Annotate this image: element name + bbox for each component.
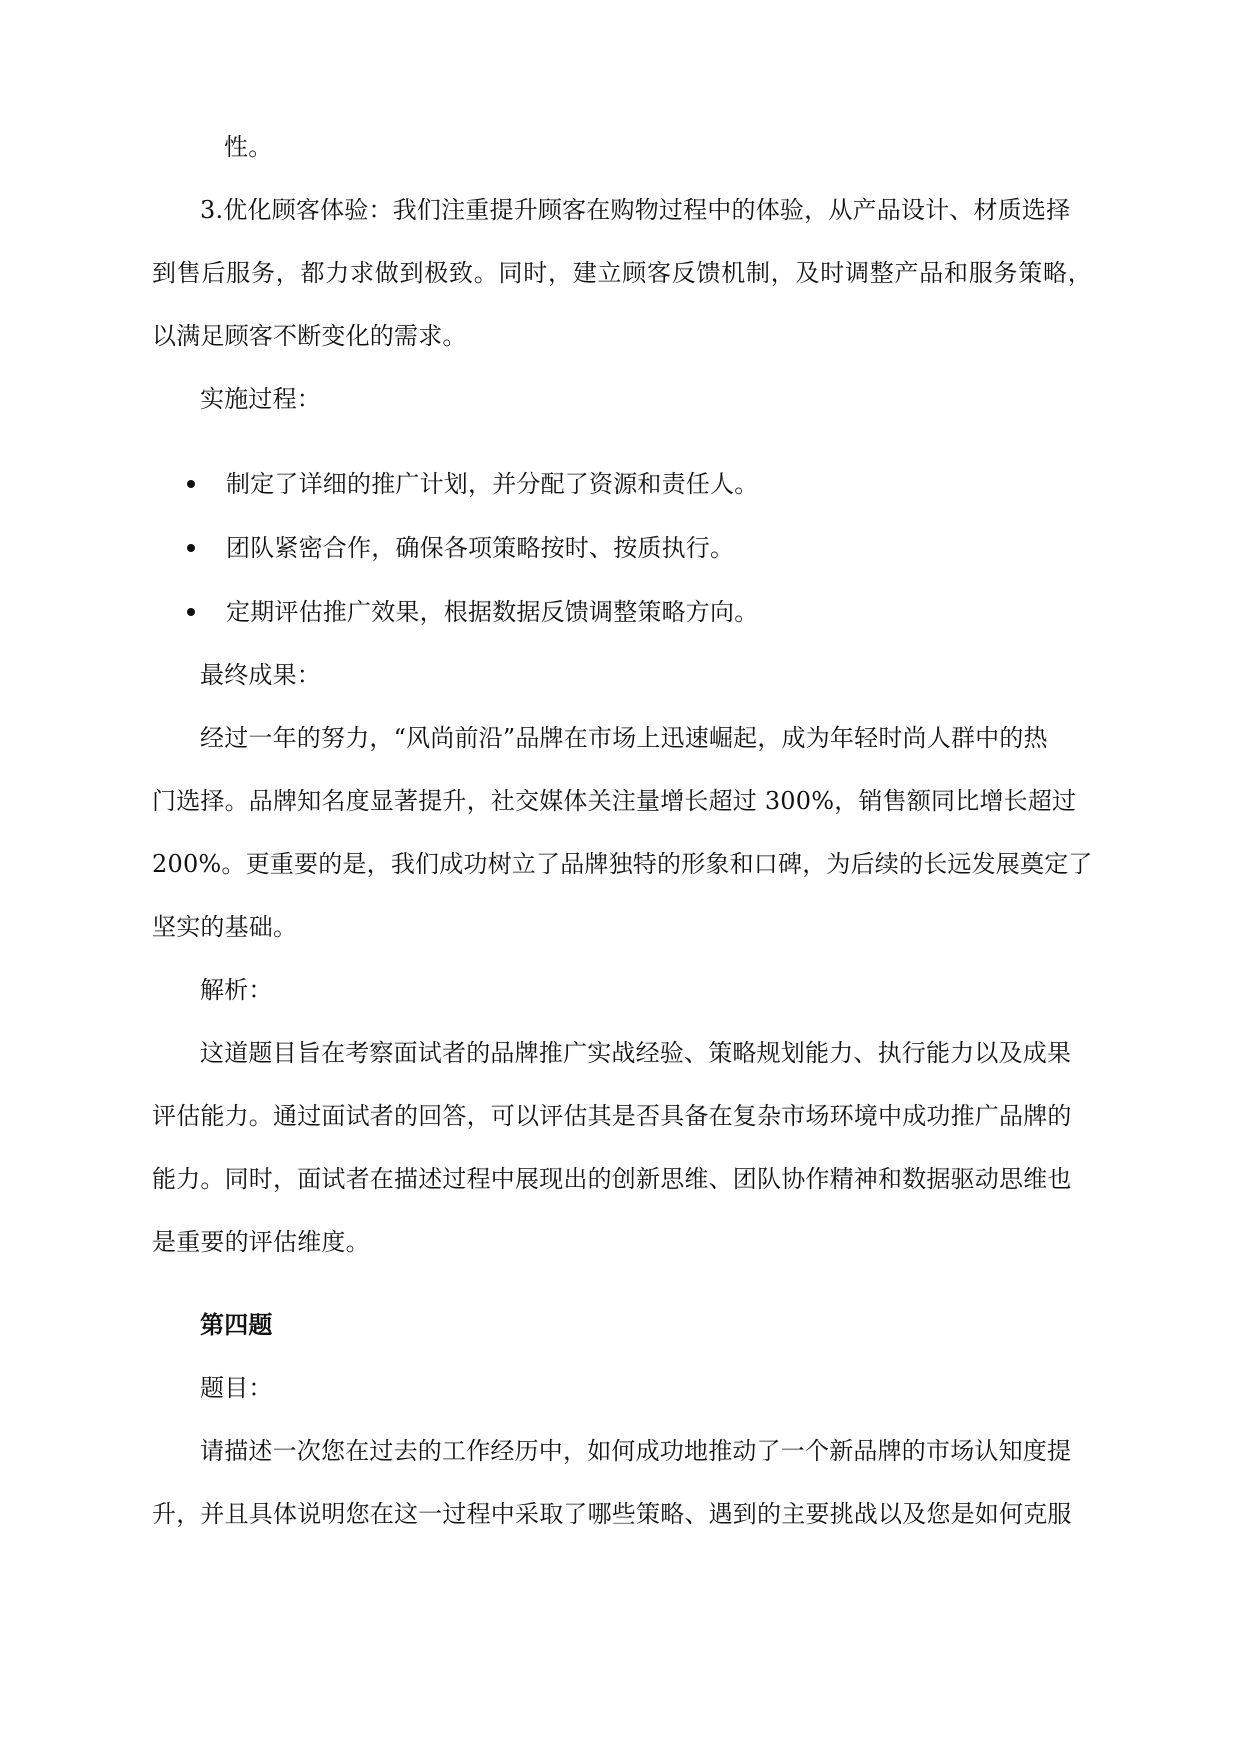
paragraph-line: 到售后服务，都力求做到极致。同时，建立顾客反馈机制，及时调整产品和服务策略， — [152, 259, 1092, 287]
paragraph-line: 是重要的评估维度。 — [152, 1228, 370, 1256]
paragraph-line: 评估能力。通过面试者的回答，可以评估其是否具备在复杂市场环境中成功推广品牌的 — [152, 1102, 1072, 1130]
paragraph-line: 3.优化顾客体验：我们注重提升顾客在购物过程中的体验，从产品设计、材质选择 — [200, 196, 1071, 224]
bullet-dot — [187, 608, 195, 616]
paragraph-line: 能力。同时，面试者在描述过程中展现出的创新思维、团队协作精神和数据驱动思维也 — [152, 1165, 1072, 1193]
bullet-item: 制定了详细的推广计划，并分配了资源和责任人。 — [226, 470, 759, 498]
section-title: 第四题 — [200, 1310, 273, 1339]
implementation-heading: 实施过程： — [200, 385, 321, 413]
bullet-item: 定期评估推广效果，根据数据反馈调整策略方向。 — [226, 598, 759, 626]
paragraph-line: 升，并且具体说明您在这一过程中采取了哪些策略、遇到的主要挑战以及您是如何克服 — [152, 1500, 1072, 1528]
paragraph-line: 以满足顾客不断变化的需求。 — [152, 322, 467, 350]
paragraph-line: 门选择。品牌知名度显著提升，社交媒体关注量增长超过 300%，销售额同比增长超过 — [152, 787, 1077, 815]
paragraph-line: 请描述一次您在过去的工作经历中，如何成功地推动了一个新品牌的市场认知度提 — [200, 1437, 1072, 1465]
paragraph-line: 这道题目旨在考察面试者的品牌推广实战经验、策略规划能力、执行能力以及成果 — [200, 1039, 1072, 1067]
question-heading: 题目： — [200, 1374, 273, 1402]
bullet-dot — [187, 544, 195, 552]
bullet-item: 团队紧密合作，确保各项策略按时、按质执行。 — [226, 534, 735, 562]
bullet-dot — [187, 480, 195, 488]
analysis-heading: 解析： — [200, 976, 273, 1004]
paragraph-line: 200%。更重要的是，我们成功树立了品牌独特的形象和口碑，为后续的长远发展奠定了 — [152, 850, 1093, 878]
result-heading: 最终成果： — [200, 661, 321, 689]
paragraph-line: 经过一年的努力，“风尚前沿”品牌在市场上迅速崛起，成为年轻时尚人群中的热 — [200, 724, 1048, 752]
paragraph-continuation: 性。 — [224, 133, 273, 161]
paragraph-line: 坚实的基础。 — [152, 913, 298, 941]
